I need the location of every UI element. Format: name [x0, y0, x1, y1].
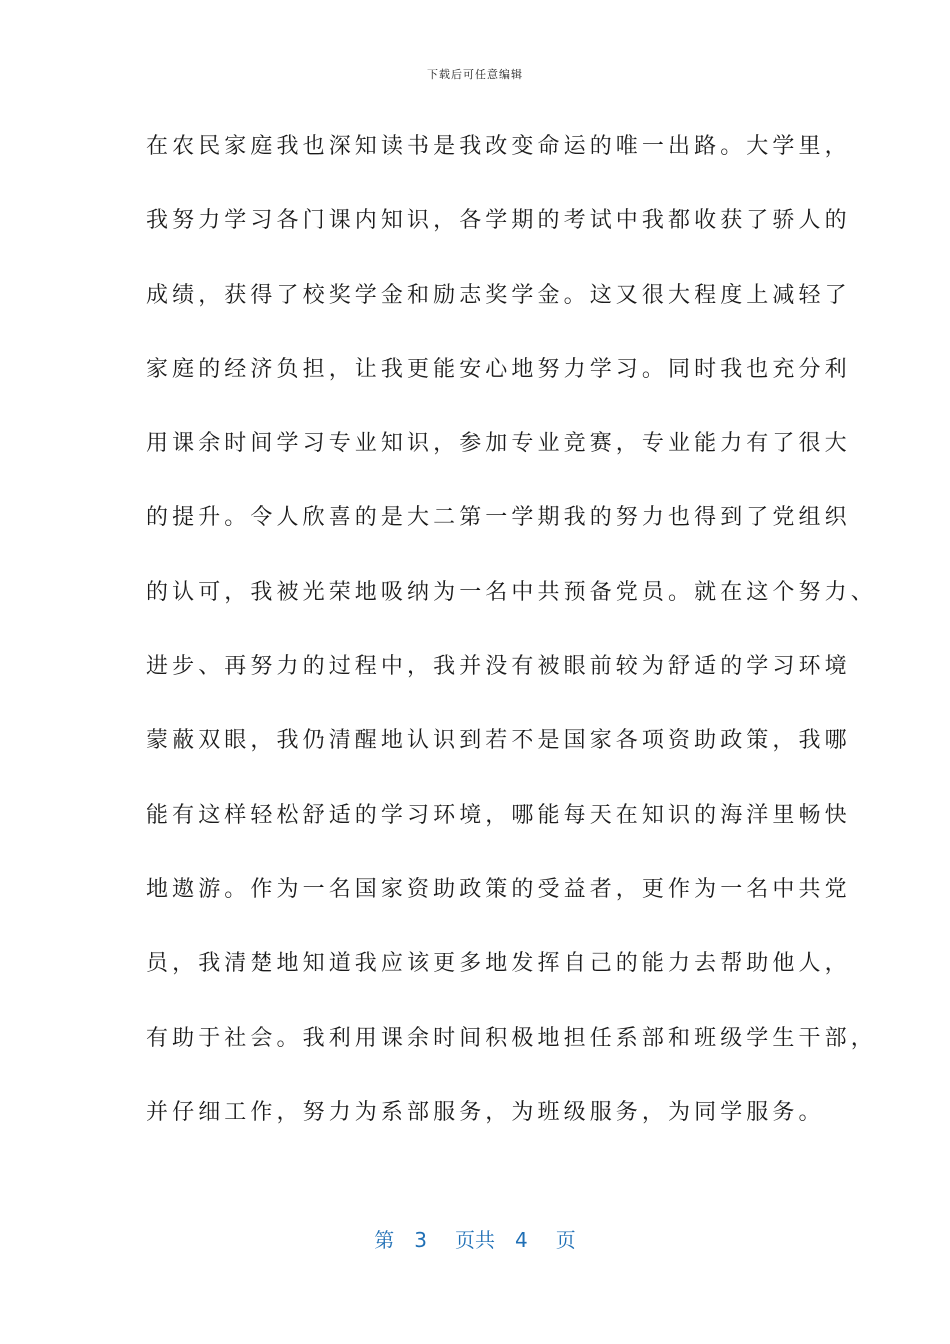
- page-number-middle: 页共: [455, 1228, 495, 1252]
- body-line-12: 员，我清楚地知道我应该更多地发挥自己的能力去帮助他人，: [146, 951, 851, 977]
- body-line-11: 地遨游。作为一名国家资助政策的受益者，更作为一名中共党: [146, 876, 851, 902]
- body-line-6: 的提升。令人欣喜的是大二第一学期我的努力也得到了党组织: [146, 505, 851, 531]
- current-page-number: 3: [414, 1228, 427, 1252]
- body-text: [146, 127, 877, 1167]
- page-header: 下载后可任意编辑: [427, 68, 523, 81]
- body-line-3: 成绩，获得了校奖学金和励志奖学金。这又很大程度上减轻了: [146, 282, 851, 308]
- body-line-13: 有助于社会。我利用课余时间积极地担任系部和班级学生干部，: [146, 1025, 877, 1051]
- body-line-7: 的认可，我被光荣地吸纳为一名中共预备党员。就在这个努力、: [146, 579, 877, 605]
- body-line-5: 用课余时间学习专业知识，参加专业竞赛，专业能力有了很大: [146, 431, 851, 457]
- body-line-10: 能有这样轻松舒适的学习环境，哪能每天在知识的海洋里畅快: [146, 802, 851, 828]
- total-pages-number: 4: [515, 1228, 528, 1252]
- body-line-2: 我努力学习各门课内知识，各学期的考试中我都收获了骄人的: [146, 208, 851, 234]
- body-line-14: 并仔细工作，努力为系部服务，为班级服务，为同学服务。: [146, 1099, 825, 1125]
- page-footer: [0, 1224, 950, 1253]
- page-number-suffix: 页: [555, 1228, 576, 1252]
- body-line-8: 进步、再努力的过程中，我并没有被眼前较为舒适的学习环境: [146, 654, 851, 680]
- body-line-1: 在农民家庭我也深知读书是我改变命运的唯一出路。大学里，: [146, 134, 851, 159]
- page-number-prefix: 第: [374, 1228, 395, 1252]
- body-line-4: 家庭的经济负担，让我更能安心地努力学习。同时我也充分利: [146, 356, 851, 382]
- body-line-9: 蒙蔽双眼，我仍清醒地认识到若不是国家各项资助政策，我哪: [146, 728, 851, 754]
